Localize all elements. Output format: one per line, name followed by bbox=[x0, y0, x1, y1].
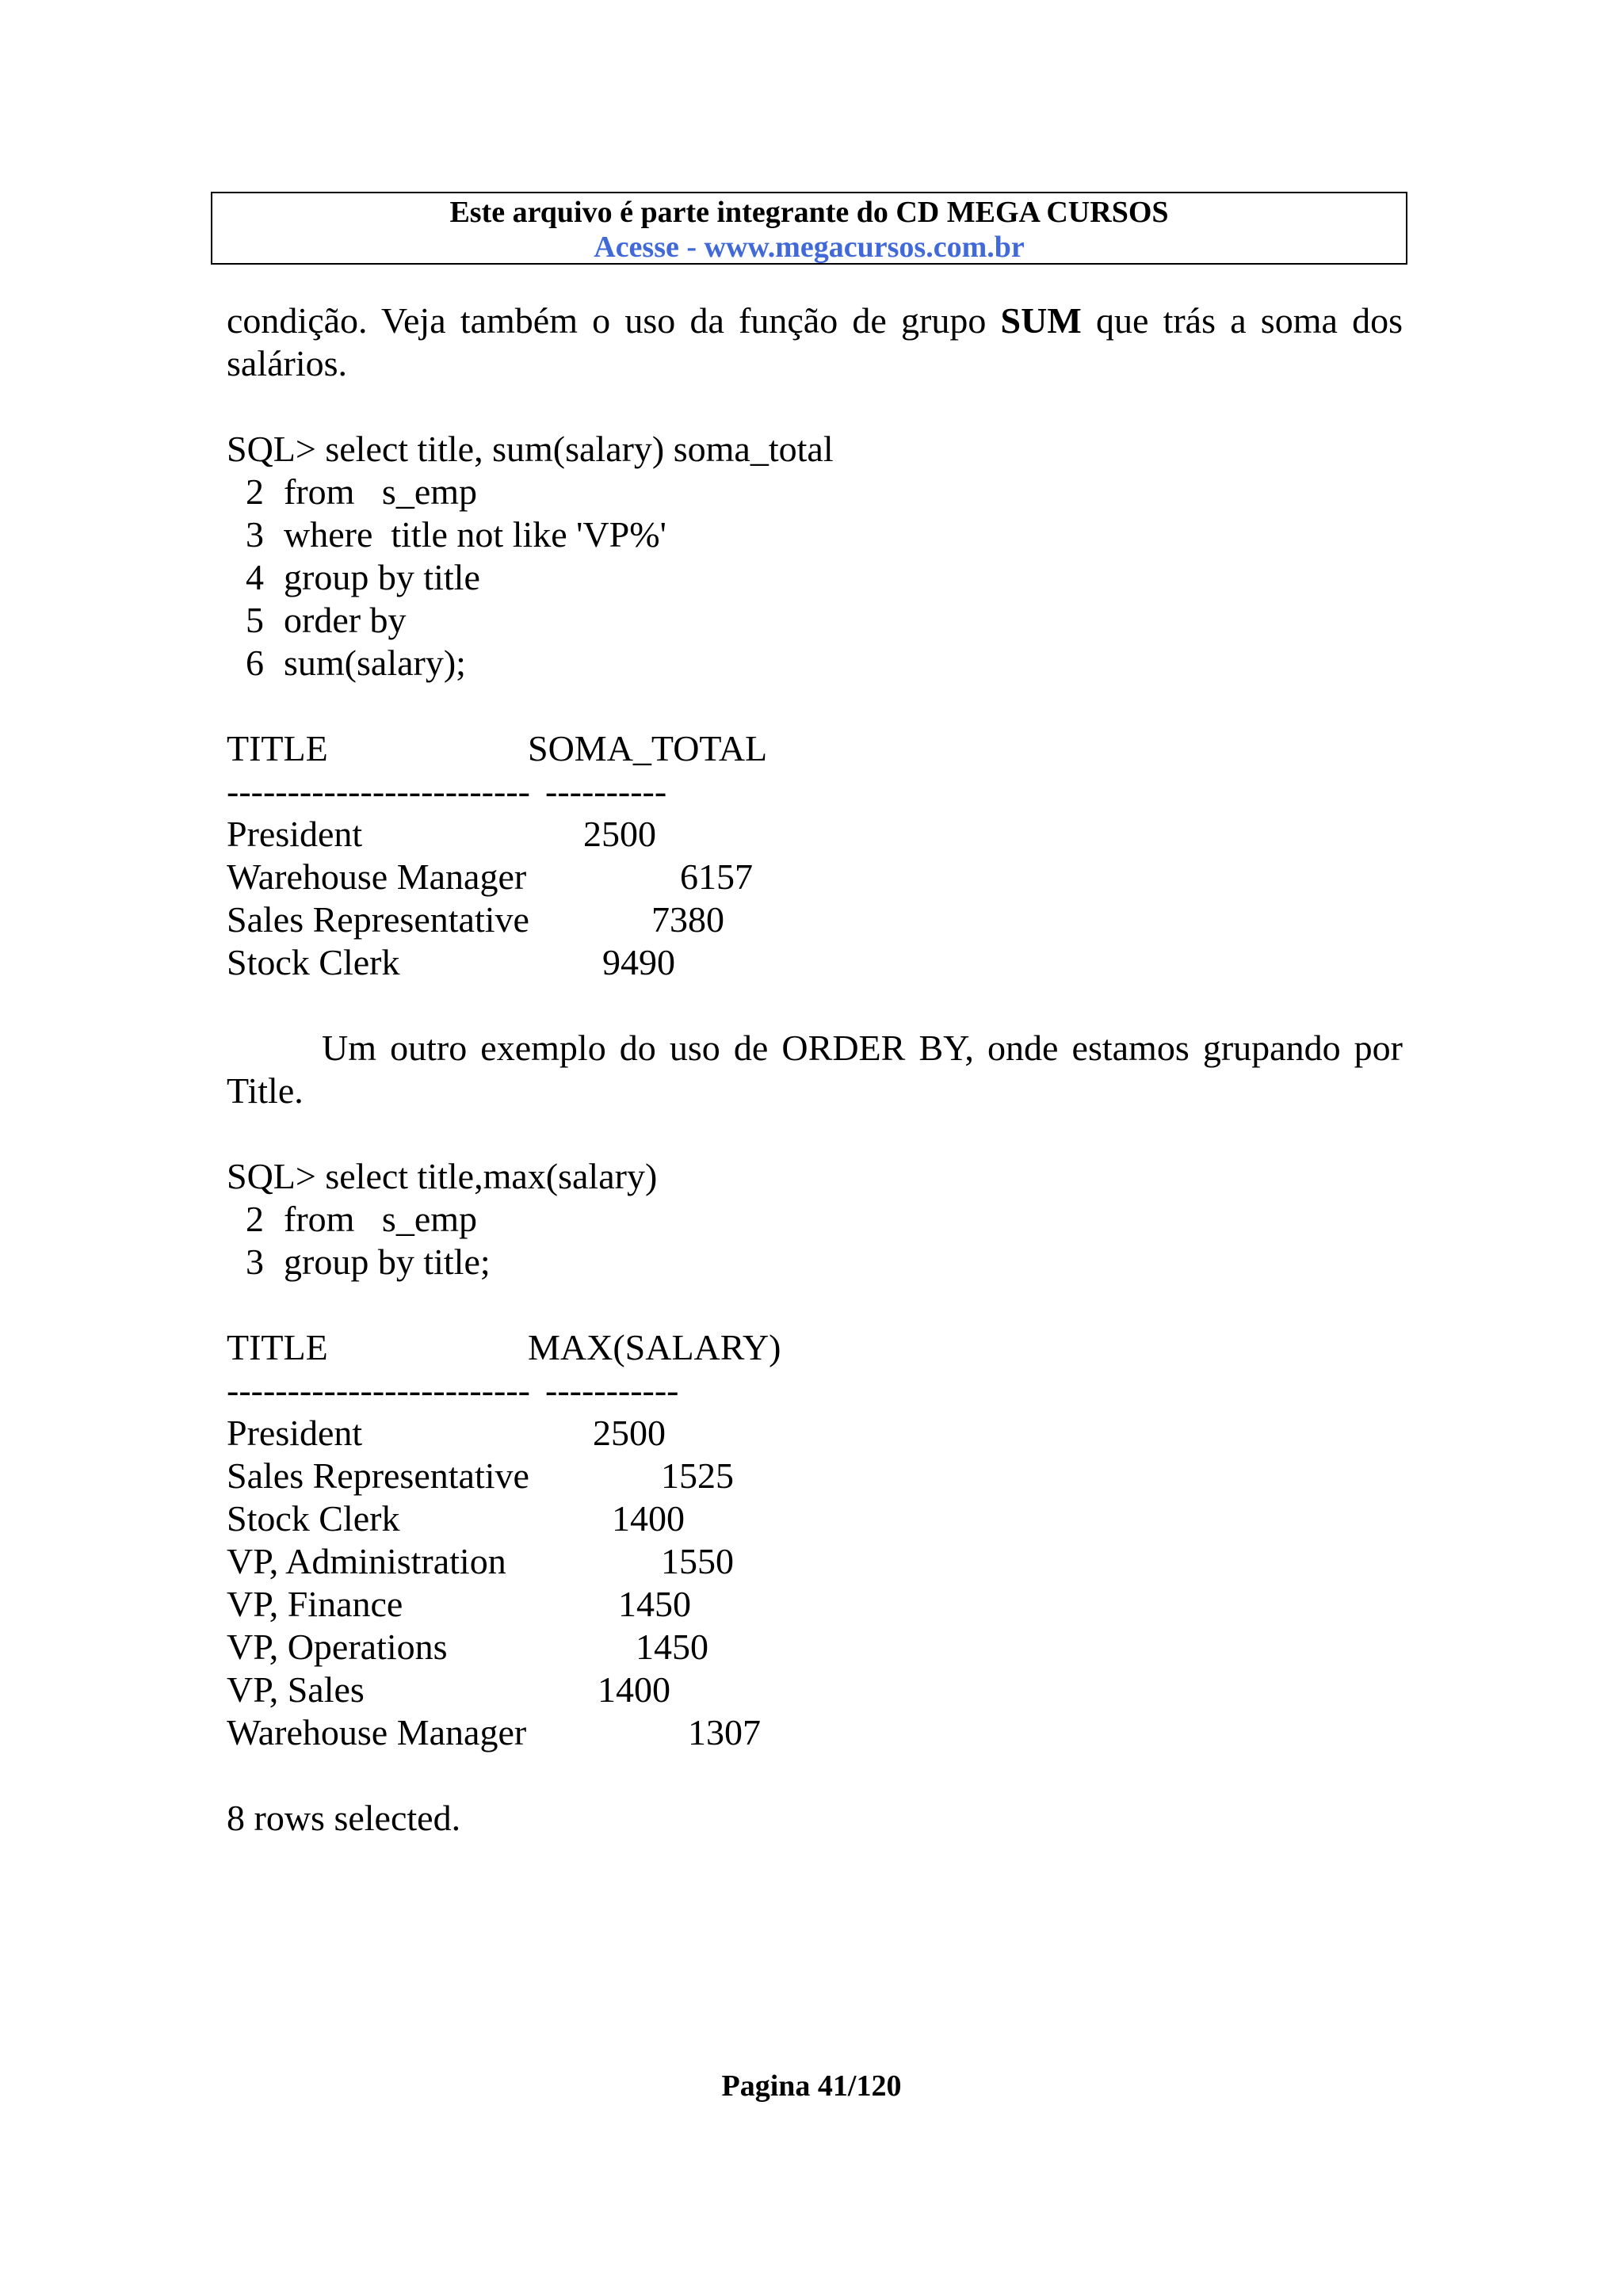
header-website-link[interactable]: Acesse - www.megacursos.com.br bbox=[594, 231, 1025, 264]
table-row: Stock Clerk 9490 bbox=[227, 942, 675, 982]
table-separator: ------------------------- ----------- bbox=[227, 1370, 679, 1410]
rows-selected-text: 8 rows selected. bbox=[227, 1798, 461, 1838]
sql-line: 3 group by title; bbox=[246, 1241, 491, 1282]
sql-line: 6 sum(salary); bbox=[246, 643, 466, 683]
sql-line: SQL> select title,max(salary) bbox=[227, 1156, 658, 1196]
page-content bbox=[227, 299, 1403, 1840]
table-row: Warehouse Manager 6157 bbox=[227, 856, 753, 897]
sql-line: SQL> select title, sum(salary) soma_total bbox=[227, 429, 834, 469]
table-row: Sales Representative 1525 bbox=[227, 1455, 734, 1496]
table-row: VP, Administration 1550 bbox=[227, 1541, 734, 1581]
table-row: VP, Finance 1450 bbox=[227, 1584, 691, 1624]
table-header: TITLE MAX(SALARY) bbox=[227, 1327, 781, 1367]
sum-keyword: SUM bbox=[1000, 300, 1082, 341]
header-title: Este arquivo é parte integrante do CD MEGA CURSOS bbox=[449, 196, 1169, 229]
header-banner bbox=[211, 192, 1407, 265]
result-table-2 bbox=[227, 1326, 1403, 1754]
table-row: VP, Sales 1400 bbox=[227, 1669, 670, 1710]
page-number: Pagina 41/120 bbox=[721, 2069, 902, 2103]
table-row: Warehouse Manager 1307 bbox=[227, 1712, 761, 1753]
sql-query-2 bbox=[227, 1155, 1403, 1283]
sql-line: 4 group by title bbox=[246, 557, 480, 597]
sql-line: 2 from s_emp bbox=[246, 471, 478, 512]
sql-line: 3 where title not like 'VP%' bbox=[246, 514, 666, 555]
table-row: President 2500 bbox=[227, 1413, 666, 1453]
table-separator: ------------------------- ---------- bbox=[227, 771, 667, 811]
intro-paragraph: condição. Veja também o uso da função de grupo SUM que trás a soma dos salários. bbox=[227, 300, 1403, 383]
table-row: Stock Clerk 1400 bbox=[227, 1498, 685, 1539]
sql-line: 5 order by bbox=[246, 600, 407, 640]
table-row: Sales Representative 7380 bbox=[227, 899, 724, 940]
table-row: VP, Operations 1450 bbox=[227, 1627, 708, 1667]
order-by-paragraph: Um outro exemplo do uso de ORDER BY, onde estamos grupando por Title. bbox=[227, 1028, 1403, 1111]
result-table-1 bbox=[227, 727, 1403, 984]
table-row: President 2500 bbox=[227, 814, 656, 854]
table-header: TITLE SOMA_TOTAL bbox=[227, 728, 768, 769]
sql-query-1 bbox=[227, 428, 1403, 685]
sql-line: 2 from s_emp bbox=[246, 1199, 478, 1239]
